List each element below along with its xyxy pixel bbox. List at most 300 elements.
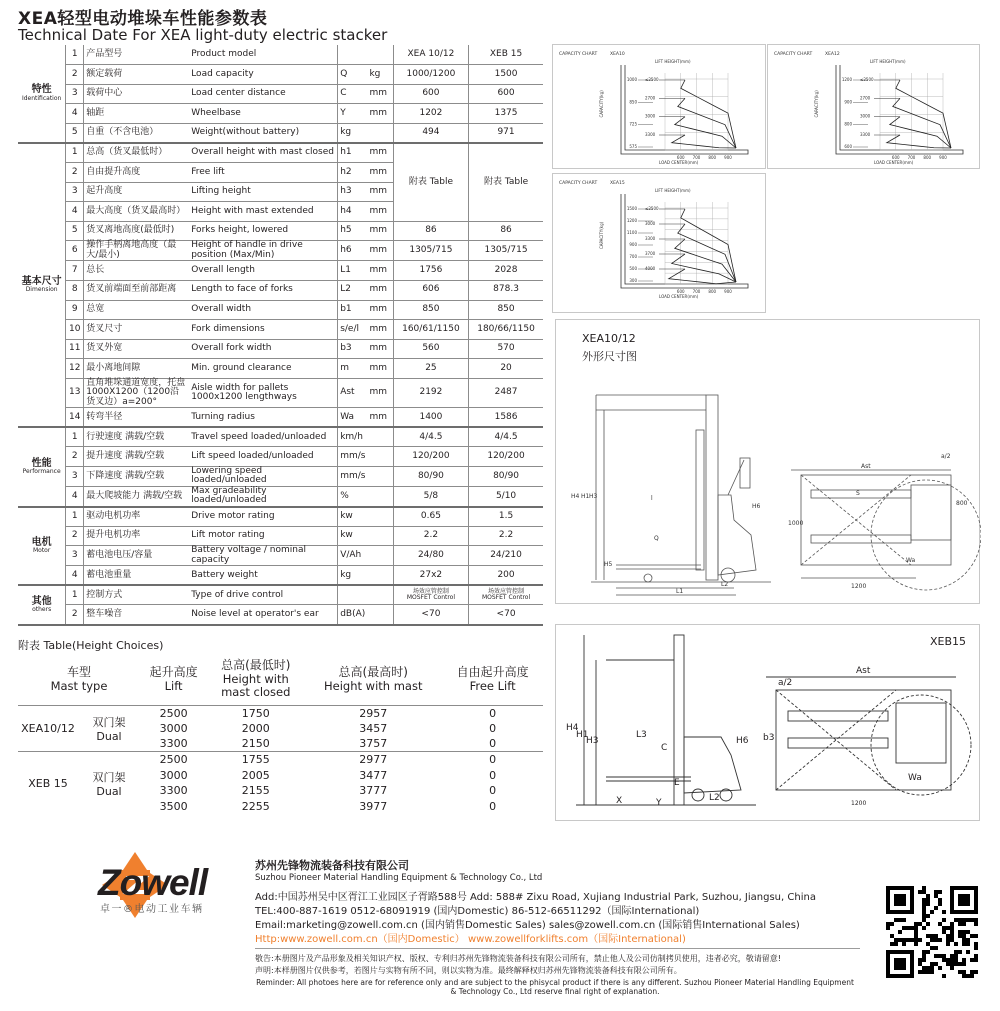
drawing-xea-title2: 外形尺寸图	[582, 350, 637, 363]
height-label: 3000	[645, 221, 656, 226]
spec-no: 4	[66, 104, 84, 124]
spec-sym: h1	[338, 143, 368, 163]
x-tick: 700	[692, 289, 701, 294]
y-axis-label: CAPACITY(kg)	[599, 90, 604, 118]
spec-sym: Wa	[338, 408, 368, 428]
spec-unit	[367, 507, 393, 527]
ht-cell: 2005	[241, 768, 270, 782]
spec-v2: 600	[469, 84, 543, 104]
spec-no: 14	[66, 408, 84, 428]
group-dimension: 基本尺寸 Dimension	[18, 143, 66, 427]
capacity-tick: 1200	[626, 218, 637, 223]
spec-unit: mm	[367, 408, 393, 428]
capacity-tick: 1000	[626, 77, 637, 82]
ht-cell: 2255	[241, 799, 270, 813]
spec-v1: 120/200	[393, 447, 468, 467]
capacity-chart-model: XEA12	[825, 52, 840, 57]
spec-no: 9	[66, 300, 84, 320]
spec-cn: 自重（不含电池）	[84, 123, 189, 143]
spec-cn: 蓄电池电压/容量	[84, 546, 189, 566]
spec-en: Lift speed loaded/unloaded	[189, 447, 337, 467]
spec-sym: kw	[338, 507, 368, 527]
spec-en: Battery weight	[189, 566, 337, 586]
spec-en: Lifting height	[189, 182, 337, 202]
spec-cn: 转弯半径	[84, 408, 189, 428]
group-others: 其他 others	[18, 585, 66, 624]
spec-table	[18, 45, 543, 626]
svg-text:1200: 1200	[851, 800, 867, 807]
spec-row	[18, 466, 543, 486]
title-en: Technical Date For XEA light-duty electric stacker	[18, 26, 388, 44]
spec-no: 3	[66, 182, 84, 202]
spec-en: Wheelbase	[189, 104, 337, 124]
spec-no: 7	[66, 261, 84, 281]
spec-en: Lift motor rating	[189, 526, 337, 546]
spec-v2: 5/10	[469, 486, 543, 506]
spec-v1: 1305/715	[393, 241, 468, 261]
spec-unit: mm	[367, 163, 393, 183]
spec-unit: mm	[367, 300, 393, 320]
spec-v1: 850	[393, 300, 468, 320]
height-table	[18, 654, 543, 814]
spec-no: 11	[66, 339, 84, 359]
spec-no: 5	[66, 221, 84, 241]
spec-unit	[367, 546, 393, 566]
spec-v1: 0.65	[393, 507, 468, 527]
capacity-chart-panel-xea10	[552, 44, 766, 169]
svg-text:X: X	[616, 796, 623, 806]
ht-row	[18, 705, 543, 721]
spec-row	[18, 261, 543, 281]
ht-cell: 3300	[159, 737, 188, 751]
capacity-chart-model: XEA10	[610, 52, 625, 57]
spec-row	[18, 143, 543, 163]
x-tick: 800	[923, 155, 932, 160]
spec-v2: 场效应管控制 MOSFET Control	[469, 585, 543, 605]
capacity-chart-panel-xea12	[767, 44, 980, 169]
spec-sym: L1	[338, 261, 368, 281]
ht-cell: 3757	[359, 737, 388, 751]
spec-sym: b3	[338, 339, 368, 359]
spec-v1: 场效应管控制 MOSFET Control	[393, 585, 468, 605]
spec-sym: m	[338, 359, 368, 379]
spec-sym: V/Ah	[338, 546, 368, 566]
height-label: 3700	[645, 251, 656, 256]
spec-sym: b1	[338, 300, 368, 320]
ht-head-model: 车型 Mast type	[18, 654, 140, 705]
spec-row	[18, 221, 543, 241]
spec-unit	[367, 123, 393, 143]
spec-unit: kg	[367, 65, 393, 85]
spec-no: 1	[66, 585, 84, 605]
height-label: 2700	[860, 95, 871, 101]
capacity-tick: 575	[629, 144, 637, 149]
dim-h1: H1	[581, 493, 590, 500]
spec-no: 6	[66, 241, 84, 261]
spec-unit	[367, 585, 393, 605]
x-tick: 600	[676, 155, 685, 160]
x-axis-label: LOAD CENTER(mm)	[659, 160, 699, 165]
spec-sym: dB(A)	[338, 605, 368, 625]
spec-en: Battery voltage / nominal capacity	[189, 546, 337, 566]
spec-v2: 86	[469, 221, 543, 241]
capacity-curve	[887, 135, 951, 148]
spec-cn: 最大高度（货叉最高时）	[84, 202, 189, 222]
spec-row	[18, 526, 543, 546]
x-tick: 900	[939, 155, 947, 160]
y-axis-label: CAPACITY(kg)	[814, 90, 819, 118]
spec-cn: 总长	[84, 261, 189, 281]
spec-cn: 总高（货叉最低时）	[84, 143, 189, 163]
ht-row	[18, 752, 543, 768]
spec-cn: 额定载荷	[84, 65, 189, 85]
spec-no: 2	[66, 605, 84, 625]
spec-v1: 24/80	[393, 546, 468, 566]
spec-row	[18, 241, 543, 261]
ht-cell: 3777	[359, 784, 388, 798]
svg-text:a/2: a/2	[778, 678, 793, 688]
ht-cell: 2000	[241, 721, 270, 735]
spec-sym: h3	[338, 182, 368, 202]
spec-cn: 整车噪音	[84, 605, 189, 625]
capacity-tick: 500	[629, 266, 637, 271]
spec-en: Forks height, lowered	[189, 221, 337, 241]
spec-row	[18, 280, 543, 300]
spec-v1: 25	[393, 359, 468, 379]
ht-cell: 3500	[159, 799, 188, 813]
capacity-chart-label: CAPACITY CHART	[774, 52, 813, 57]
svg-text:L3: L3	[636, 730, 647, 740]
spec-v1: 160/61/1150	[393, 320, 468, 340]
title-cn: XEA轻型电动堆垛车性能参数表	[18, 9, 268, 29]
spec-no: 3	[66, 466, 84, 486]
ht-cell: 3300	[159, 784, 188, 798]
spec-unit: mm	[367, 378, 393, 407]
spec-v1: 4/4.5	[393, 427, 468, 447]
spec-v1: 27x2	[393, 566, 468, 586]
spec-en: Length to face of forks	[189, 280, 337, 300]
spec-cn: 载荷中心	[84, 84, 189, 104]
spec-v1: 1000/1200	[393, 65, 468, 85]
group-performance: 性能 Performance	[18, 427, 66, 506]
company-name-en: Suzhou Pioneer Material Handling Equipment & Technology Co., Ltd	[255, 873, 543, 883]
spec-v1: 2192	[393, 378, 468, 407]
x-tick: 600	[891, 155, 900, 160]
spec-en: Lowering speed loaded/unloaded	[189, 466, 337, 486]
spec-en: Aisle width for pallets 1000x1200 lengthways	[189, 378, 337, 407]
capacity-tick: 1100	[626, 230, 637, 235]
spec-en: Overall height with mast closed	[189, 143, 337, 163]
spec-v2: 1586	[469, 408, 543, 428]
spec-sym: km/h	[338, 427, 368, 447]
spec-v2: 1500	[469, 65, 543, 85]
spec-no: 4	[66, 566, 84, 586]
spec-sym: Ast	[338, 378, 368, 407]
spec-sym: kw	[338, 526, 368, 546]
spec-unit: mm	[367, 339, 393, 359]
spec-v1: 86	[393, 221, 468, 241]
capacity-chart-xea10	[553, 45, 767, 170]
footer-divider	[255, 948, 860, 949]
spec-en: Overall length	[189, 261, 337, 281]
x-axis-label: LOAD CENTER(mm)	[659, 294, 699, 299]
spec-v2: 24/210	[469, 546, 543, 566]
spec-unit: mm	[367, 241, 393, 261]
spec-sym	[338, 45, 368, 65]
spec-v2: 971	[469, 123, 543, 143]
ht-cell: 0	[489, 784, 497, 798]
spec-v2: 2028	[469, 261, 543, 281]
ht-cell: 0	[489, 799, 497, 813]
spec-row	[18, 320, 543, 340]
svg-text:H4: H4	[566, 723, 579, 733]
spec-v2: 1375	[469, 104, 543, 124]
spec-no: 1	[66, 45, 84, 65]
spec-no: 3	[66, 546, 84, 566]
ht-cell: 2500	[140, 752, 207, 768]
notice-cn-2: 声明:本样册图片仅供参考，若图片与实物有所不同，则以实物为准。最终解释权归苏州先锋物流装备科技有限公司所有。	[255, 966, 682, 975]
spec-v2: XEB 15	[469, 45, 543, 65]
height-label: 4000	[645, 266, 656, 271]
spec-unit	[367, 605, 393, 625]
ht-cell: 0	[442, 752, 543, 768]
capacity-chart-xea12	[768, 45, 981, 170]
x-tick: 800	[708, 155, 717, 160]
spec-no: 1	[66, 143, 84, 163]
ht-cell: 2500	[159, 706, 188, 720]
spec-sym: Q	[338, 65, 368, 85]
x-tick: 700	[692, 155, 701, 160]
ht-cell: 3000	[159, 768, 188, 782]
spec-v2: 附表 Table	[469, 143, 543, 221]
spec-v2: 570	[469, 339, 543, 359]
capacity-curve	[672, 135, 736, 148]
capacity-tick: 1200	[841, 77, 852, 82]
spec-v2: 1305/715	[469, 241, 543, 261]
capacity-tick: 800	[844, 121, 852, 127]
spec-cn: 提升电机功率	[84, 526, 189, 546]
spec-row	[18, 566, 543, 586]
ht-cell: 3977	[359, 799, 388, 813]
x-axis-label: LOAD CENTER(mm)	[874, 160, 914, 165]
spec-cn: 驱动电机功率	[84, 507, 189, 527]
company-name-cn: 苏州先锋物流装备科技有限公司	[255, 859, 409, 872]
dim-h6: H6	[752, 503, 761, 510]
dim-a2: a/2	[941, 453, 951, 460]
company-address: Add:中国苏州吴中区胥江工业园区子胥路588号 Add: 588# Zixu Road, Xujiang Industrial Park, Suzhou, Jiangsu, China	[255, 892, 816, 903]
spec-sym: %	[338, 486, 368, 506]
ht-model: XEB 15	[18, 752, 78, 814]
height-label: ≤2500	[645, 206, 659, 211]
spec-no: 8	[66, 280, 84, 300]
spec-sym: h6	[338, 241, 368, 261]
spec-en: Drive motor rating	[189, 507, 337, 527]
spec-unit: mm	[367, 84, 393, 104]
spec-v1: 494	[393, 123, 468, 143]
drawing-xea-svg	[556, 320, 981, 605]
height-table-title: 附表 Table(Height Choices)	[18, 639, 164, 652]
spec-v1: 600	[393, 84, 468, 104]
spec-unit: mm	[367, 359, 393, 379]
spec-en: Weight(without battery)	[189, 123, 337, 143]
y-axis-label: CAPACITY(kg)	[599, 221, 604, 249]
spec-v1: 560	[393, 339, 468, 359]
spec-en: Overall width	[189, 300, 337, 320]
height-label: 3000	[645, 113, 656, 119]
height-label: 2700	[645, 95, 656, 101]
ht-cell: 1755	[207, 752, 304, 768]
dim-h3: H3	[589, 493, 598, 500]
capacity-chart-label: CAPACITY CHART	[559, 52, 598, 57]
drawing-xeb-title: XEB15	[930, 635, 967, 648]
ht-head-lift: 起升高度 Lift	[140, 654, 207, 705]
lift-height-label: LIFT HEIGHT(mm)	[870, 59, 906, 64]
svg-text:b3: b3	[763, 733, 775, 743]
spec-unit	[367, 466, 393, 486]
spec-sym: C	[338, 84, 368, 104]
spec-v2: 80/90	[469, 466, 543, 486]
capacity-tick: 700	[629, 254, 637, 259]
spec-sym: h5	[338, 221, 368, 241]
dim-q: Q	[654, 535, 659, 542]
ht-cell: 3000	[159, 721, 188, 735]
spec-no: 2	[66, 447, 84, 467]
spec-no: 2	[66, 163, 84, 183]
logo-subtitle: 卓一®电动工业车辆	[100, 904, 204, 915]
spec-row	[18, 507, 543, 527]
company-email[interactable]: Email:marketing@zowell.com.cn (国内销售Domestic Sales) sales@zowell.com.cn (国际销售International Sales)	[255, 920, 800, 931]
dim-l2: L2	[721, 581, 729, 588]
spec-unit: mm	[367, 104, 393, 124]
spec-sym: L2	[338, 280, 368, 300]
ht-cell: 3457	[359, 721, 388, 735]
spec-v1: 80/90	[393, 466, 468, 486]
capacity-tick: 1500	[626, 206, 637, 211]
spec-row	[18, 359, 543, 379]
ht-cell: 3477	[359, 768, 388, 782]
ht-cell: 2957	[359, 706, 388, 720]
svg-text:L2: L2	[709, 793, 720, 803]
spec-row	[18, 104, 543, 124]
ht-model: XEA10/12	[21, 721, 75, 735]
spec-v2: 200	[469, 566, 543, 586]
spec-v1: 606	[393, 280, 468, 300]
svg-text:H3: H3	[586, 736, 599, 746]
spec-sym: mm/s	[338, 447, 368, 467]
capacity-curve	[669, 269, 736, 284]
spec-sym: h4	[338, 202, 368, 222]
mast-shape	[706, 395, 718, 580]
spec-en: Fork dimensions	[189, 320, 337, 340]
spec-unit	[367, 427, 393, 447]
dim-l1: L1	[676, 588, 684, 595]
spec-cn: 行驶速度 满载/空载	[84, 427, 189, 447]
spec-no: 12	[66, 359, 84, 379]
fork-outline	[621, 65, 748, 154]
ht-cell: 0	[489, 706, 497, 720]
spec-sym: h2	[338, 163, 368, 183]
svg-text:Y: Y	[656, 798, 662, 808]
capacity-curve	[681, 80, 736, 148]
svg-text:H6: H6	[736, 736, 749, 746]
spec-cn: 货叉前端面至前部距离	[84, 280, 189, 300]
svg-text:Wa: Wa	[908, 773, 922, 783]
svg-text:H1: H1	[576, 730, 589, 740]
spec-v2: 878.3	[469, 280, 543, 300]
spec-en: Height with mast extended	[189, 202, 337, 222]
spec-row	[18, 339, 543, 359]
spec-v2: 2487	[469, 378, 543, 407]
spec-v1: 1756	[393, 261, 468, 281]
x-tick: 900	[724, 289, 732, 294]
spec-v1: 5/8	[393, 486, 468, 506]
ht-cell: 2155	[241, 784, 270, 798]
company-tel: TEL:400-887-1619 0512-68091919 (国内Domestic) 86-512-66511292（国际International)	[255, 906, 700, 917]
spec-unit	[367, 45, 393, 65]
lift-height-label: LIFT HEIGHT(mm)	[655, 188, 691, 193]
spec-cn: 最大爬坡能力 满载/空载	[84, 486, 189, 506]
spec-row	[18, 408, 543, 428]
spec-cn: 货叉离地高度(最低时)	[84, 221, 189, 241]
spec-unit: mm	[367, 320, 393, 340]
spec-v2: 120/200	[469, 447, 543, 467]
capacity-chart-xea15	[553, 174, 767, 314]
spec-no: 2	[66, 65, 84, 85]
spec-v2: <70	[469, 605, 543, 625]
x-tick: 900	[724, 155, 732, 160]
spec-v2: 2.2	[469, 526, 543, 546]
spec-no: 5	[66, 123, 84, 143]
company-web-links[interactable]: Http:www.zowell.com.cn（国内Domestic） www.zowellforklifts.com（国际International)	[255, 934, 686, 945]
spec-sym	[338, 585, 368, 605]
spec-v1: <70	[393, 605, 468, 625]
spec-cn: 起升高度	[84, 182, 189, 202]
spec-v1: 1202	[393, 104, 468, 124]
drawing-xea-title1: XEA10/12	[582, 332, 636, 345]
capacity-tick: 900	[629, 242, 637, 247]
spec-row	[18, 447, 543, 467]
ht-head-closed: 总高(最低时) Height with mast closed	[207, 654, 304, 705]
x-tick: 800	[708, 289, 717, 294]
spec-unit: mm	[367, 202, 393, 222]
spec-no: 1	[66, 427, 84, 447]
spec-cn: 控制方式	[84, 585, 189, 605]
spec-cn: 轴距	[84, 104, 189, 124]
ht-cell: 2977	[304, 752, 442, 768]
dim-ast: Ast	[861, 463, 871, 470]
spec-v2: 850	[469, 300, 543, 320]
dim-wa: Wa	[906, 557, 916, 564]
spec-en: Noise level at operator's ear	[189, 605, 337, 625]
spec-unit	[367, 486, 393, 506]
spec-v2: 4/4.5	[469, 427, 543, 447]
x-tick: 700	[907, 155, 916, 160]
spec-cn: 货叉外宽	[84, 339, 189, 359]
spec-no: 1	[66, 507, 84, 527]
spec-unit: mm	[367, 261, 393, 281]
capacity-tick: 600	[844, 144, 852, 149]
capacity-curve	[896, 80, 951, 148]
qr-code-icon[interactable]	[886, 886, 978, 978]
capacity-tick: 850	[629, 99, 637, 105]
spec-unit	[367, 526, 393, 546]
spec-row	[18, 427, 543, 447]
spec-sym: Y	[338, 104, 368, 124]
capacity-tick: 725	[629, 121, 637, 127]
dim-1200: 1200	[851, 583, 867, 590]
spec-cn: 产品型号	[84, 45, 189, 65]
ht-cell: 2150	[241, 737, 270, 751]
